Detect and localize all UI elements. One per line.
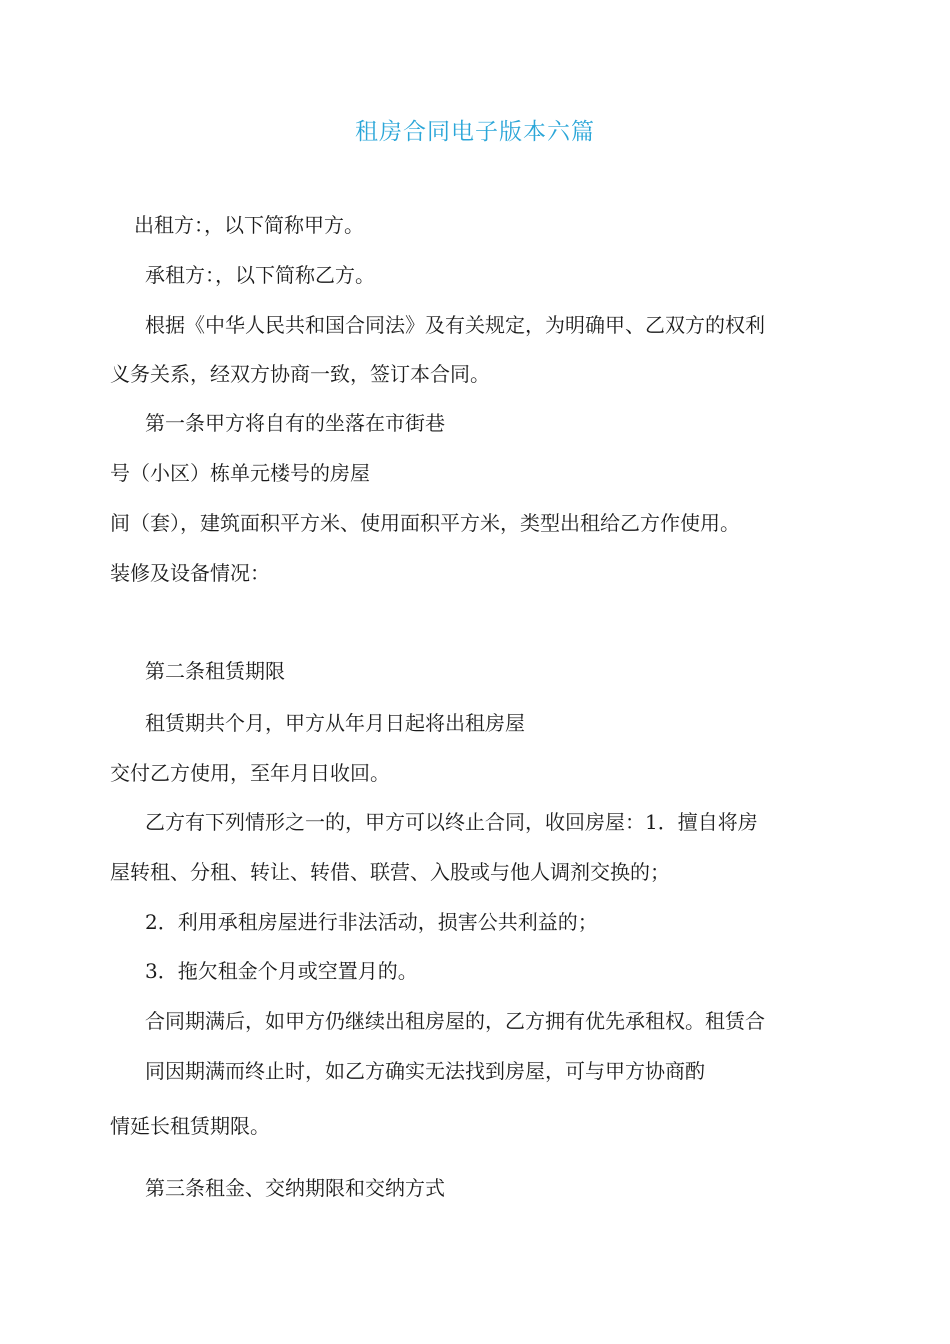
text-line: 间（套），建筑面积平方米、使用面积平方米，类型出租给乙方作使用。 [110,511,740,535]
text-line: 同因期满而终止时，如乙方确实无法找到房屋，可与甲方协商酌 [145,1059,705,1083]
text-line: 情延长租赁期限。 [110,1114,270,1138]
text-line: 合同期满后，如甲方仍继续出租房屋的，乙方拥有优先承租权。租赁合 [145,1009,765,1033]
section-heading: 第二条租赁期限 [145,659,285,683]
text-line: 义务关系，经双方协商一致，签订本合同。 [110,362,490,386]
text-line: 2．利用承租房屋进行非法活动，损害公共利益的； [145,910,598,934]
text-line: 号（小区）栋单元楼号的房屋 [110,461,370,485]
text-line: 出租方：，以下简称甲方。 [134,213,364,237]
text-line: 根据《中华人民共和国合同法》及有关规定，为明确甲、乙双方的权利 [145,313,765,337]
section-heading: 第三条租金、交纳期限和交纳方式 [145,1176,445,1200]
text-line: 装修及设备情况： [110,561,270,585]
text-line: 3．拖欠租金个月或空置月的。 [145,959,418,983]
text-line: 交付乙方使用，至年月日收回。 [110,761,390,785]
text-line: 屋转租、分租、转让、转借、联营、入股或与他人调剂交换的； [110,860,670,884]
text-line: 承租方：，以下简称乙方。 [145,263,375,287]
text-line: 乙方有下列情形之一的，甲方可以终止合同，收回房屋：1．擅自将房 [145,810,758,834]
document-title: 租房合同电子版本六篇 [355,119,595,145]
text-line: 租赁期共个月，甲方从年月日起将出租房屋 [145,711,525,735]
text-line: 第一条甲方将自有的坐落在市街巷 [145,411,445,435]
